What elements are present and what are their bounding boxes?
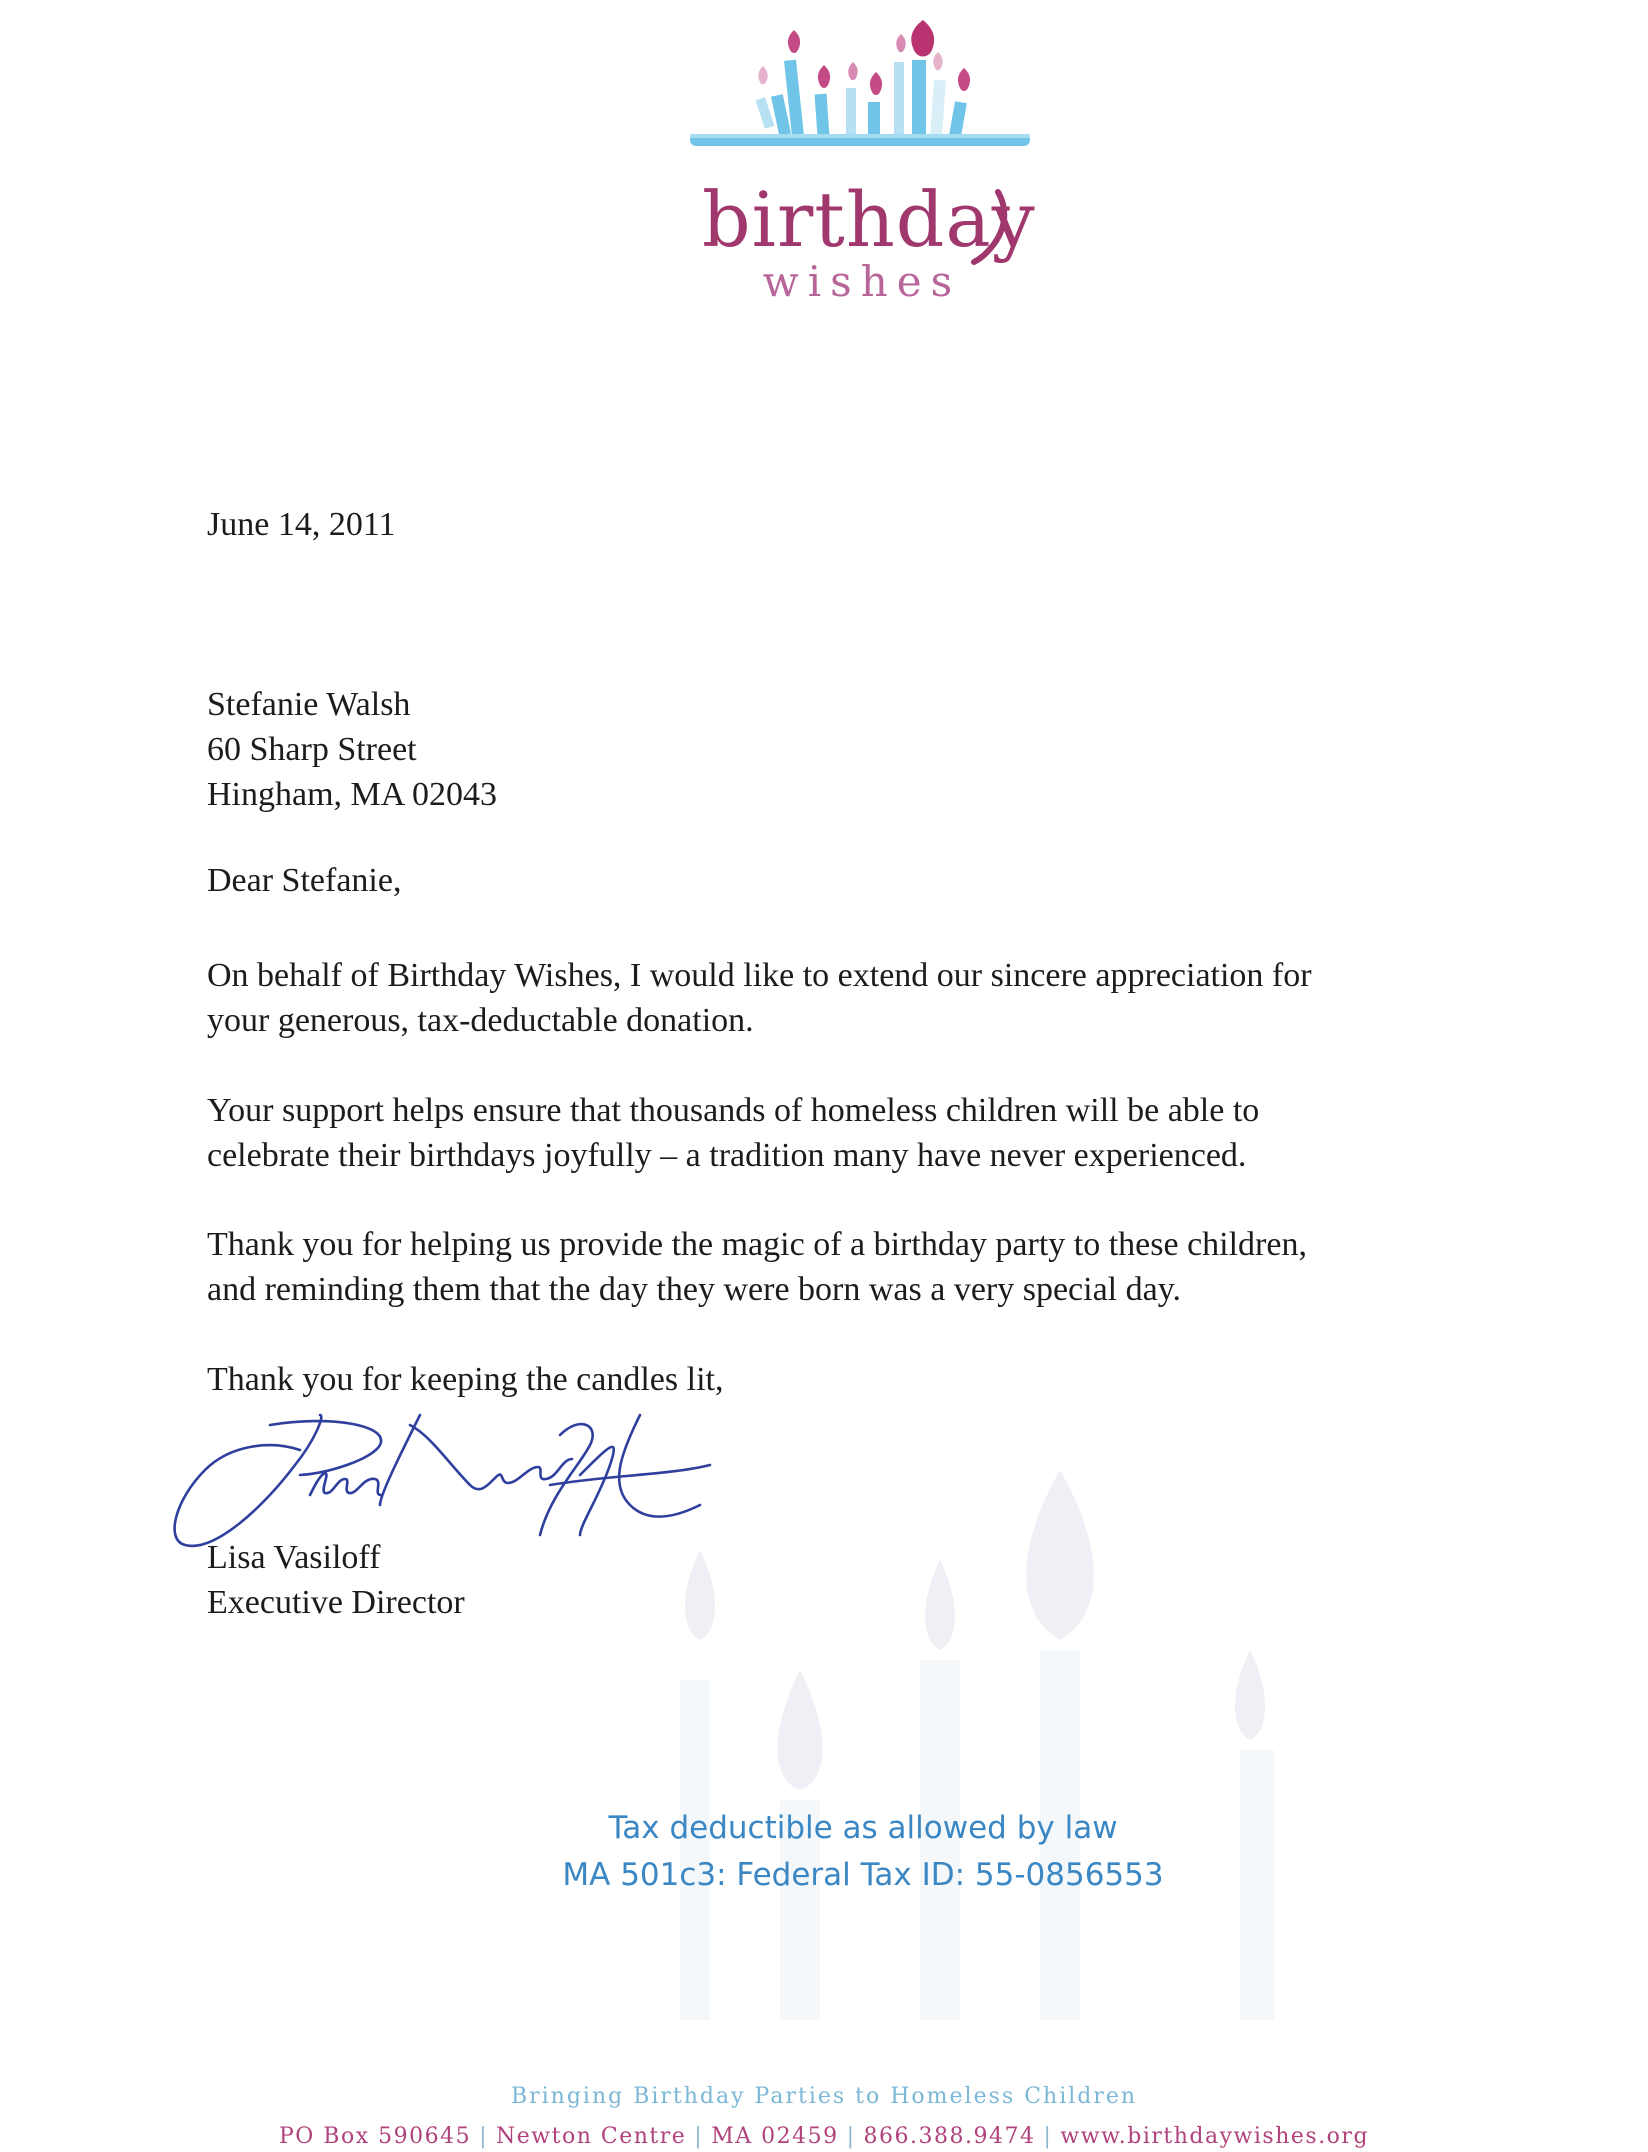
paragraph-1 — [207, 953, 1312, 1043]
paragraph-line: Your support helps ensure that thousands of homeless children will be able to — [207, 1092, 1260, 1129]
footer-state-zip: MA 02459 — [711, 2124, 839, 2149]
paragraph-line: celebrate their birthdays joyfully – a tradition many have never experienced. — [207, 1137, 1247, 1174]
recipient-address — [207, 682, 497, 817]
paragraph-line: your generous, tax-deductable donation. — [207, 1002, 754, 1039]
federal-tax-id: MA 501c3: Federal Tax ID: 55-0856553 — [562, 1857, 1164, 1893]
birthday-wishes-logo — [680, 10, 1040, 310]
separator: | — [479, 2124, 489, 2149]
paragraph-line: On behalf of Birthday Wishes, I would like to extend our sincere appreciation for — [207, 957, 1312, 994]
tax-deductible-note: Tax deductible as allowed by law — [608, 1810, 1118, 1846]
footer-website[interactable]: www.birthdaywishes.org — [1060, 2124, 1370, 2149]
footer-po-box: PO Box 590645 — [278, 2124, 472, 2149]
separator: | — [846, 2124, 856, 2149]
footer-phone: 866.388.9474 — [863, 2124, 1036, 2149]
closing-line: Thank you for keeping the candles lit, — [207, 1361, 724, 1398]
footer-town: Newton Centre — [496, 2124, 687, 2149]
salutation: Dear Stefanie, — [207, 862, 402, 899]
letter-date: June 14, 2011 — [207, 506, 396, 543]
footer-tagline: Bringing Birthday Parties to Homeless Children — [510, 2084, 1138, 2109]
recipient-street: 60 Sharp Street — [207, 731, 417, 768]
signer-name: Lisa Vasiloff — [207, 1539, 381, 1576]
signer-block — [207, 1535, 465, 1625]
recipient-city: Hingham, MA 02043 — [207, 776, 497, 813]
separator: | — [694, 2124, 704, 2149]
paragraph-line: Thank you for helping us provide the magic of a birthday party to these children, — [207, 1226, 1307, 1263]
footer-address — [0, 2124, 1648, 2149]
paragraph-3 — [207, 1222, 1307, 1312]
paragraph-2 — [207, 1088, 1259, 1178]
separator: | — [1043, 2124, 1053, 2149]
paragraph-line: and reminding them that the day they were born was a very special day. — [207, 1271, 1182, 1308]
signer-title: Executive Director — [207, 1584, 465, 1621]
logo-subtitle: wishes — [762, 257, 962, 306]
recipient-name: Stefanie Walsh — [207, 686, 411, 723]
logo-wordmark: birthday — [702, 175, 1036, 264]
